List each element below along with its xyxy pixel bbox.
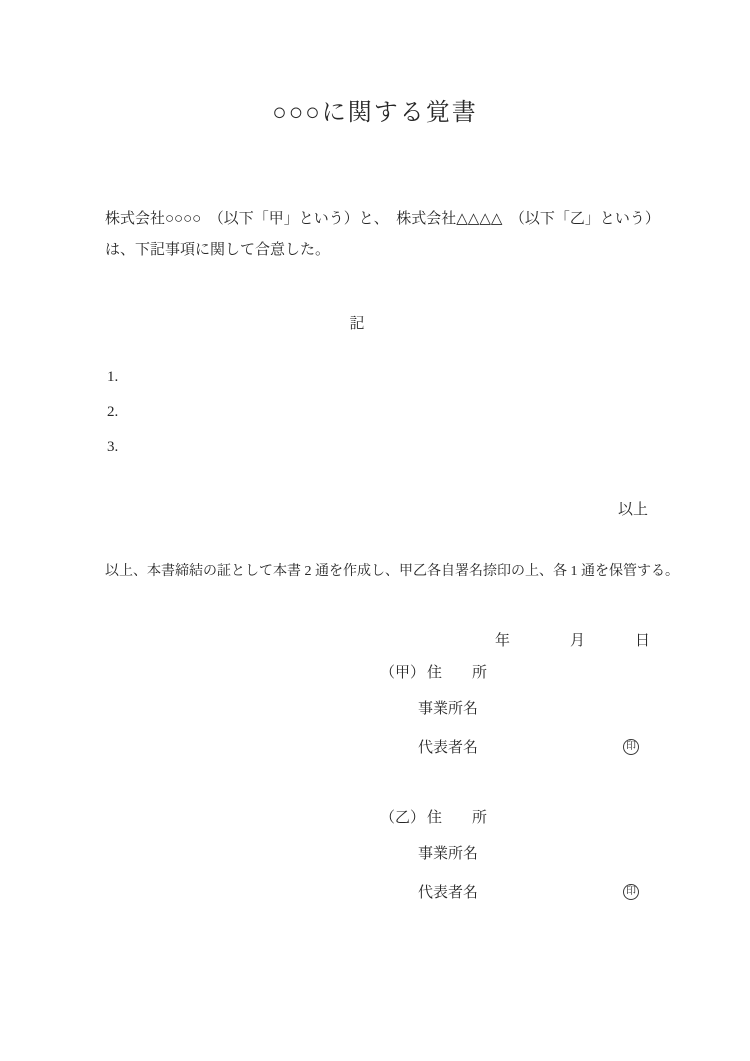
date-line bbox=[0, 629, 750, 647]
address-label: 住 所 bbox=[427, 665, 488, 681]
intro-line-2: は、下記事項に関して合意した。 bbox=[105, 242, 331, 258]
seal-label: 印 bbox=[626, 741, 636, 752]
signature-row-representative bbox=[380, 885, 660, 901]
signature-block-otsu bbox=[380, 810, 660, 901]
signature-row-address bbox=[380, 665, 660, 681]
office-label: 事業所名 bbox=[418, 701, 479, 717]
seal-icon bbox=[623, 739, 639, 755]
signature-row-office bbox=[380, 701, 660, 717]
intro-paragraph bbox=[105, 204, 660, 266]
record-heading: 記 bbox=[349, 316, 365, 332]
item-list bbox=[107, 360, 118, 465]
seal-icon bbox=[623, 884, 639, 900]
intro-line-1: 株式会社○○○○ （以下「甲」という）と、 株式会社△△△△ （以下「乙」という） bbox=[105, 211, 660, 227]
end-marker: 以上 bbox=[617, 502, 648, 518]
seal-label: 印 bbox=[626, 886, 636, 897]
signature-row-address bbox=[380, 810, 660, 826]
signature-block-kou bbox=[380, 665, 660, 756]
signature-row-office bbox=[380, 846, 660, 862]
closing-sentence: 以上、本書締結の証として本書 2 通を作成し、甲乙各自署名捺印の上、各 1 通を保管する。 bbox=[105, 564, 679, 579]
year-label: 年 bbox=[495, 633, 511, 649]
list-item-3: 3. bbox=[107, 439, 119, 455]
month-label: 月 bbox=[570, 633, 586, 649]
representative-label: 代表者名 bbox=[418, 740, 479, 756]
representative-label: 代表者名 bbox=[418, 885, 479, 901]
office-label: 事業所名 bbox=[418, 846, 479, 862]
list-item-1: 1. bbox=[107, 369, 119, 385]
party-label-otsu: （乙） bbox=[380, 810, 426, 826]
page-title: ○○○に関する覚書 bbox=[272, 100, 478, 126]
list-item-2: 2. bbox=[107, 404, 119, 420]
party-label-kou: （甲） bbox=[380, 665, 426, 681]
address-label: 住 所 bbox=[427, 810, 488, 826]
signature-row-representative bbox=[380, 740, 660, 756]
day-label: 日 bbox=[635, 633, 651, 649]
